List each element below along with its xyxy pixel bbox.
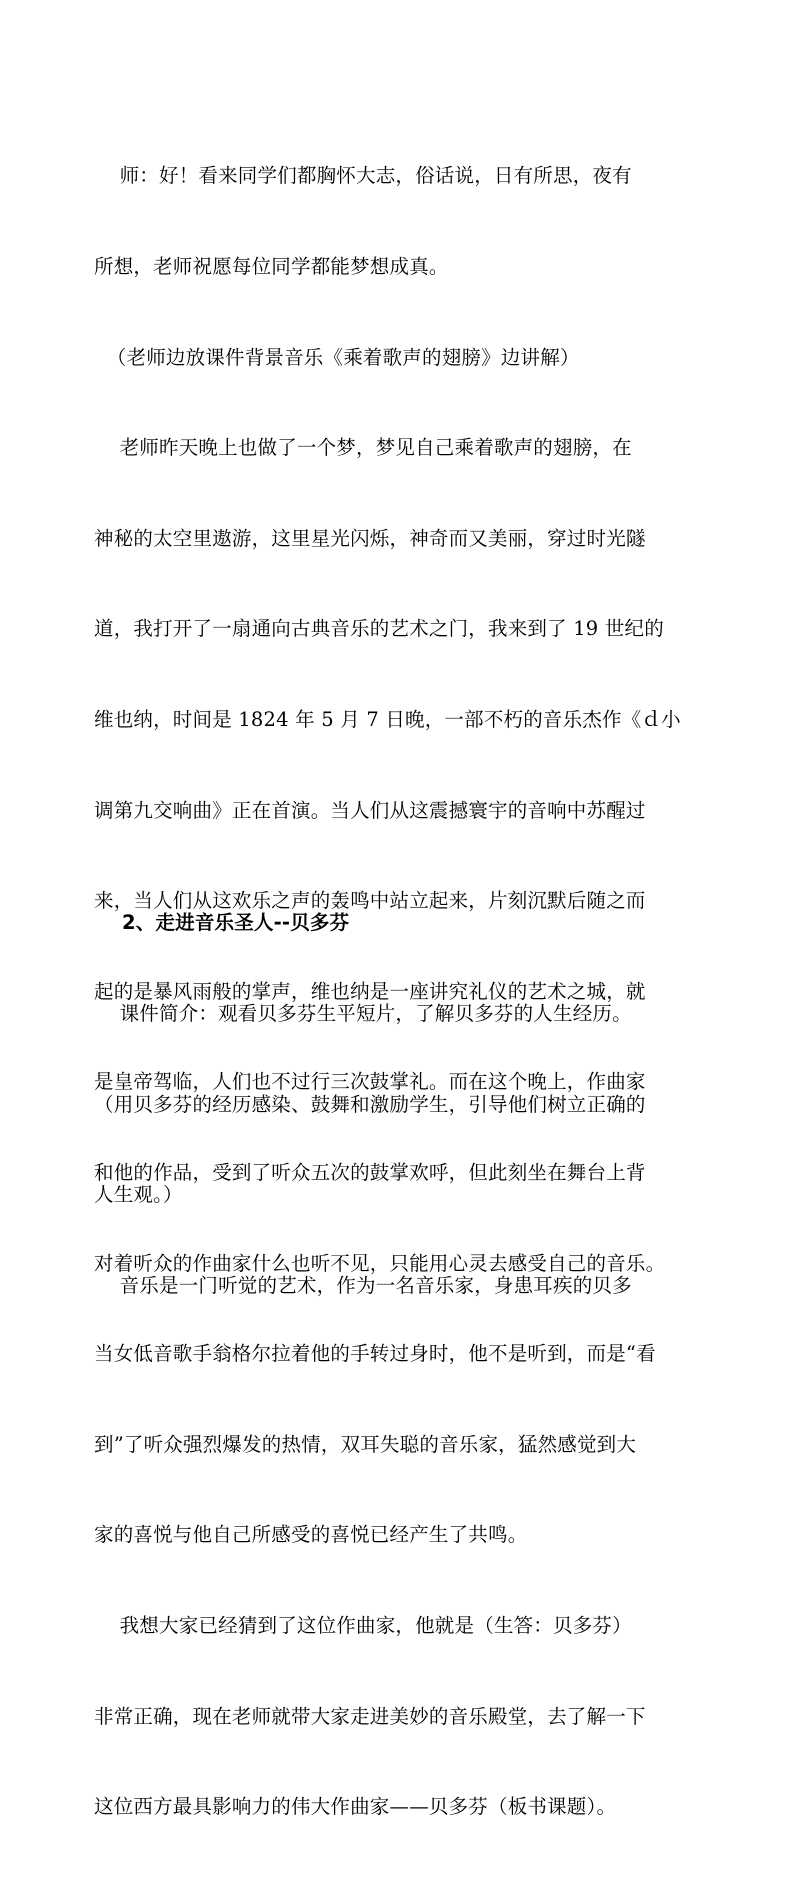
text-line: 来，当人们从这欢乐之声的轰鸣中站立起来，片刻沉默后随之而 bbox=[94, 889, 646, 913]
text-line: 调第九交响曲》正在首演。当人们从这震撼寰宇的音响中苏醒过 bbox=[94, 798, 646, 822]
text-line: 到”了听众强烈爆发的热情，双耳失聪的音乐家，猛然感觉到大 bbox=[94, 1432, 637, 1456]
text-line: 起的是暴风雨般的掌声，维也纳是一座讲究礼仪的艺术之城，就 bbox=[94, 979, 646, 1003]
section-2 bbox=[94, 848, 716, 1361]
text-line: 老师昨天晚上也做了一个梦，梦见自己乘着歌声的翅膀，在 bbox=[94, 436, 632, 460]
text-line: 道，我打开了一扇通向古典音乐的艺术之门，我来到了 19 世纪的 bbox=[94, 617, 664, 641]
text-line: 和他的作品，受到了听众五次的鼓掌欢呼，但此刻坐在舞台上背 bbox=[94, 1160, 646, 1184]
text-line: 维也纳，时间是 1824 年 5 月 7 日晚，一部不朽的音乐杰作《ｄ小 bbox=[94, 707, 681, 731]
text-line: 我想大家已经猜到了这位作曲家，他就是（生答：贝多芬） bbox=[94, 1613, 632, 1637]
text-line: 这位西方最具影响力的伟大作曲家——贝多芬（板书课题）。 bbox=[94, 1795, 617, 1819]
text-line: 音乐是一门听觉的艺术，作为一名音乐家，身患耳疾的贝多 bbox=[94, 1273, 632, 1297]
text-line: 当女低音歌手翁格尔拉着他的手转过身时，他不是听到，而是“看 bbox=[94, 1342, 656, 1366]
text-line: 非常正确，现在老师就带大家走进美妙的音乐殿堂，去了解一下 bbox=[94, 1704, 646, 1728]
text-line: 人生观。） bbox=[94, 1183, 183, 1207]
text-line: 是皇帝驾临，人们也不过行三次鼓掌礼。而在这个晚上，作曲家 bbox=[94, 1070, 646, 1094]
text-line: （老师边放课件背景音乐《乘着歌声的翅膀》边讲解） bbox=[94, 345, 580, 369]
text-line: 课件简介：观看贝多芬生平短片，了解贝多芬的人生经历。 bbox=[94, 1002, 632, 1025]
text-line: 对着听众的作曲家什么也听不见，只能用心灵去感受自己的音乐。 bbox=[94, 1251, 666, 1275]
text-line: 家的喜悦与他自己所感受的喜悦已经产生了共鸣。 bbox=[94, 1523, 528, 1547]
text-line: 师：好！看来同学们都胸怀大志，俗话说，日有所思，夜有 bbox=[94, 164, 632, 188]
section-heading: 2、走进音乐圣人--贝多芬 bbox=[94, 911, 350, 935]
text-line: （用贝多芬的经历感染、鼓舞和激励学生，引导他们树立正确的 bbox=[94, 1092, 646, 1116]
text-line: 所想，老师祝愿每位同学都能梦想成真。 bbox=[94, 255, 449, 278]
text-line: 神秘的太空里遨游，这里星光闪烁，神奇而又美丽，穿过时光隧 bbox=[94, 526, 646, 550]
